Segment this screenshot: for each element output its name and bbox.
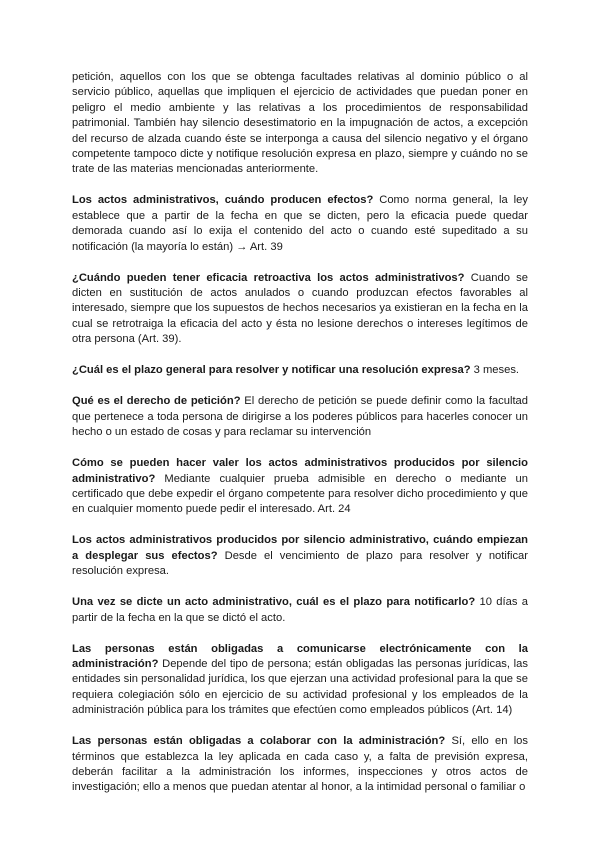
answer: Como norma general, la ley establece que a partir de la fecha en que se dicten, pero la eficacia puede quedar demorada cuando así lo exija el contenido del acto o cuando esté supeditado a su notificación (la mayoría lo están) → Art. 39 [72,194,528,253]
qa-paragraph [72,193,528,255]
qa-paragraph [72,533,528,579]
answer: 3 meses. [470,364,520,377]
qa-paragraph [72,734,528,796]
answer: Cuando se dicten en sustitución de actos anulados o cuando produzcan efectos favorables al interesado, siempre que los supuestos de hechos necesarios ya existieran en la fecha en la cual se retrotraiga la eficacia del acto y ésta no lesione derechos o intereses legítimos de otra persona (Art. 39). [72,271,528,346]
qa-paragraph [72,456,528,518]
answer: Mediante cualquier prueba admisible en derecho o mediante un certificado que debe expedir el órgano competente para resolver dicho procedimiento y que en cualquier momento puede pedir el interesado. Art. 24 [72,472,528,516]
qa-paragraph [72,363,528,378]
answer: Desde el vencimiento de plazo para resolver y notificar resolución expresa. [72,549,528,578]
question: Las personas están obligadas a comunicarse electrónicamente con la administración? [72,642,528,670]
qa-paragraph [72,271,528,348]
answer: Sí, ello en los términos que establezca la ley aplicada en cada caso y, a falta de previsión expresa, deberán facilitar a la administración los informes, inspecciones y otros actos de investigación; ello a menos que puedan atentar al honor, a la intimidad personal o familiar o [72,735,528,794]
question: ¿Cuándo pueden tener eficacia retroactiva los actos administrativos? [72,271,465,284]
qa-paragraph [72,642,528,719]
question: Las personas están obligadas a colaborar con la administración? [72,735,446,748]
answer: El derecho de petición se puede definir como la facultad que pertenece a toda persona de dirigirse a los poderes públicos para hacerles conocer un hecho o un estado de cosas y para reclamar su intervención [72,395,528,439]
question: Los actos administrativos, cuándo producen efectos? [72,194,374,207]
question: Una vez se dicte un acto administrativo, cuál es el plazo para notificarlo? [72,596,476,609]
intro-paragraph: petición, aquellos con los que se obtenga facultades relativas al dominio público o al servicio público, aquellas que impliquen el ejercicio de actividades que puedan poner en peligro el medio ambiente y las relativas a los procedimientos de responsabilidad patrimonial. También hay silencio desestimatorio en la impugnación de actos, a excepción del recurso de alzada cuando éste se interponga a causa del silencio negativo y el órgano competente tampoco dicte y notifique resolución expresa en plazo, siempre y cuándo no se trate de las materias mencionadas anteriormente. [72,71,528,176]
question: ¿Cuál es el plazo general para resolver y notificar una resolución expresa? [72,364,471,377]
qa-paragraph [72,595,528,626]
document-body [72,70,528,811]
qa-paragraph [72,394,528,440]
question: Qué es el derecho de petición? [72,395,241,408]
answer: Depende del tipo de persona; están obligadas las personas jurídicas, las entidades sin personalidad jurídica, los que ejerzan una actividad profesional para la que se requiera colegiación sólo en ejercicio de su actividad profesional y los empleados de la administración pública para los trámites que efectúen como empleados públicos (Art. 14) [72,657,528,717]
answer: 10 días a partir de la fecha en la que se dictó el acto. [72,596,528,624]
question: Los actos administrativos producidos por silencio administrativo, cuándo empiezan a desplegar sus efectos? [72,534,528,562]
question: Cómo se pueden hacer valer los actos administrativos producidos por silencio administrativo? [72,457,528,485]
